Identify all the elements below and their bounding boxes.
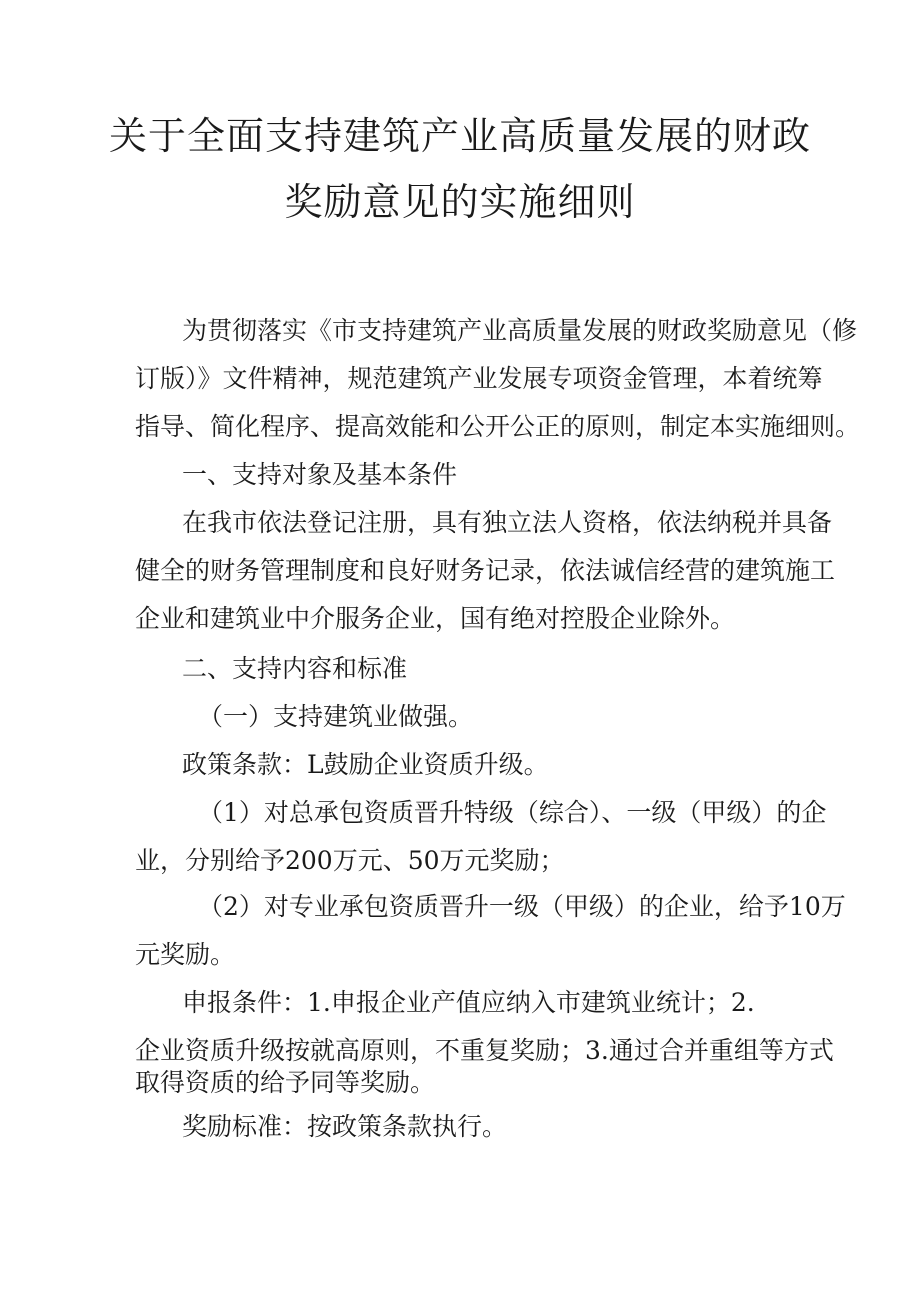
document-title-line-1: 关于全面支持建筑产业高质量发展的财政: [108, 114, 811, 158]
section-1-heading: 一、支持对象及基本条件: [182, 460, 458, 489]
item-2-line-2: 元奖励。: [135, 940, 236, 969]
reward-standard: 奖励标准：按政策条款执行。: [182, 1112, 508, 1141]
intro-line-2: 订版）》文件精神，规范建筑产业发展专项资金管理，本着统筹: [135, 364, 823, 393]
section-2-heading: 二、支持内容和标准: [182, 654, 408, 683]
conditions-line-1: 申报条件：1.申报企业产值应纳入市建筑业统计；2.: [182, 988, 755, 1017]
conditions-line-3: 取得资质的给予同等奖励。: [135, 1068, 436, 1097]
document-title-line-2: 奖励意见的实施细则: [284, 180, 636, 224]
conditions-line-2: 企业资质升级按就高原则，不重复奖励；3.通过合并重组等方式: [135, 1036, 834, 1065]
item-1-line-2: 业，分别给予200万元、50万元奖励；: [135, 846, 565, 875]
policy-clause: 政策条款：L鼓励企业资质升级。: [182, 750, 549, 779]
intro-line-3: 指导、简化程序、提高效能和公开公正的原则，制定本实施细则。: [135, 412, 861, 441]
section-1-line-1: 在我市依法登记注册，具有独立法人资格，依法纳税并具备: [182, 508, 833, 537]
intro-line-1: 为贯彻落实《市支持建筑产业高质量发展的财政奖励意见（修: [182, 316, 858, 345]
subsection-1-heading: （一）支持建筑业做强。: [198, 702, 474, 731]
section-1-line-2: 健全的财务管理制度和良好财务记录，依法诚信经营的建筑施工: [135, 556, 836, 585]
section-1-line-3: 企业和建筑业中介服务企业，国有绝对控股企业除外。: [135, 604, 736, 633]
item-2-line-1: （2）对专业承包资质晋升一级（甲级）的企业，给予10万: [198, 892, 846, 921]
item-1-line-1: （1）对总承包资质晋升特级（综合）、一级（甲级）的企: [198, 798, 827, 827]
